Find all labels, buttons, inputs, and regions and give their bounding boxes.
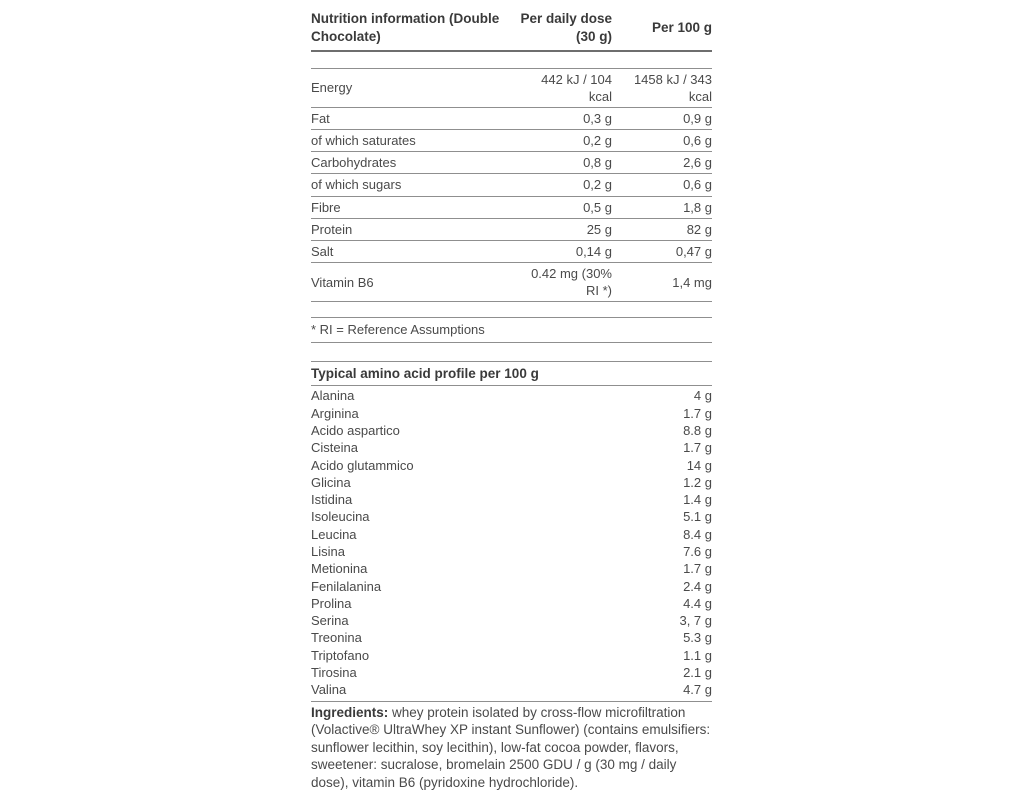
amino-name: Lisina	[311, 543, 345, 559]
row-label: Energy	[311, 80, 353, 96]
ingredients-label: Ingredients:	[311, 704, 389, 720]
row-per100-value: 0,9 g	[683, 110, 712, 126]
table-row-fibre	[311, 197, 712, 219]
amino-row-acido-aspartico	[311, 422, 712, 439]
amino-value: 1.7 g	[683, 440, 712, 456]
row-per100-value: 0,6 g	[683, 177, 712, 193]
amino-row-isoleucina	[311, 508, 712, 525]
row-per100-value: 1,4 mg	[672, 274, 712, 290]
table-row-sugars	[311, 174, 712, 196]
amino-name: Valina	[311, 682, 347, 698]
amino-row-istidina	[311, 491, 712, 508]
table-spacer-row	[311, 52, 712, 69]
table-row-carbohydrates	[311, 152, 712, 174]
amino-name: Istidina	[311, 492, 353, 508]
amino-name: Tirosina	[311, 665, 357, 681]
amino-name: Leucina	[311, 526, 357, 542]
amino-value: 5.1 g	[683, 509, 712, 525]
amino-name: Fenilalanina	[311, 578, 382, 594]
header-product-title: Nutrition information (Double Chocolate)	[311, 11, 500, 44]
header-per-100g: Per 100 g	[651, 19, 712, 35]
nutrition-label-sheet	[311, 8, 712, 792]
amino-acid-section-title: Typical amino acid profile per 100 g	[311, 361, 712, 387]
row-daily-value: 25 g	[586, 221, 612, 237]
amino-row-acido-glutammico	[311, 457, 712, 474]
row-daily-value: 0,2 g	[583, 133, 612, 149]
amino-name: Acido glutammico	[311, 457, 414, 473]
amino-row-arginina	[311, 405, 712, 422]
row-daily-value: 0,3 g	[583, 110, 612, 126]
row-label: Fat	[311, 110, 330, 126]
amino-row-cisteina	[311, 439, 712, 456]
amino-name: Cisteina	[311, 440, 358, 456]
amino-value: 14 g	[686, 457, 712, 473]
row-per100-value: 0,6 g	[683, 133, 712, 149]
amino-value: 8.8 g	[683, 422, 712, 438]
row-daily-value: 0,8 g	[583, 155, 612, 171]
amino-value: 1.7 g	[683, 561, 712, 577]
amino-value: 1.7 g	[683, 405, 712, 421]
row-label: Protein	[311, 221, 353, 237]
row-daily-value: 0,5 g	[583, 199, 612, 215]
amino-value: 4 g	[693, 388, 712, 404]
row-daily-value: 442 kJ / 104 kcal	[541, 71, 612, 104]
amino-name: Serina	[311, 613, 349, 629]
amino-name: Glicina	[311, 474, 351, 490]
amino-name: Isoleucina	[311, 509, 370, 525]
amino-row-fenilalanina	[311, 578, 712, 595]
amino-row-triptofano	[311, 647, 712, 664]
amino-value: 1.4 g	[683, 492, 712, 508]
amino-name: Arginina	[311, 405, 359, 421]
row-label: of which saturates	[311, 133, 416, 149]
row-label: of which sugars	[311, 177, 402, 193]
amino-row-treonina	[311, 629, 712, 646]
amino-name: Triptofano	[311, 647, 370, 663]
amino-row-prolina	[311, 595, 712, 612]
row-label: Fibre	[311, 199, 341, 215]
ingredients-text: whey protein isolated by cross-flow microfiltration (Volactive® UltraWhey XP instant Sunflower) (contains emulsifiers: sunflower lecithin, soy lecithin), low-fat cocoa powder, flavors, sweetener: sucralose, bromelain 2500 GDU / g (30 mg / daily dose), vitamin B6 (pyridoxine hydrochloride).	[311, 704, 711, 791]
row-per100-value: 0,47 g	[675, 243, 712, 259]
amino-row-leucina	[311, 526, 712, 543]
amino-value: 1.1 g	[683, 647, 712, 663]
amino-row-alanina	[311, 387, 712, 404]
amino-row-tirosina	[311, 664, 712, 681]
amino-value: 2.1 g	[683, 665, 712, 681]
amino-row-serina	[311, 612, 712, 629]
amino-name: Acido aspartico	[311, 422, 400, 438]
amino-value: 8.4 g	[683, 526, 712, 542]
row-label: Salt	[311, 243, 334, 259]
table-row-energy	[311, 69, 712, 108]
row-label: Vitamin B6	[311, 274, 374, 290]
amino-row-valina	[311, 681, 712, 698]
amino-value: 5.3 g	[683, 630, 712, 646]
header-per-daily-dose: Per daily dose (30 g)	[520, 11, 612, 44]
amino-row-metionina	[311, 560, 712, 577]
amino-name: Alanina	[311, 388, 355, 404]
amino-value: 4.7 g	[683, 682, 712, 698]
table-row-fat	[311, 108, 712, 130]
table-row-salt	[311, 241, 712, 263]
amino-row-lisina	[311, 543, 712, 560]
ingredients-paragraph	[311, 704, 712, 792]
amino-row-glicina	[311, 474, 712, 491]
row-per100-value: 2,6 g	[683, 155, 712, 171]
row-per100-value: 1458 kJ / 343 kcal	[633, 71, 712, 104]
row-per100-value: 1,8 g	[683, 199, 712, 215]
amino-name: Treonina	[311, 630, 362, 646]
amino-value: 7.6 g	[683, 543, 712, 559]
amino-value: 3, 7 g	[679, 613, 712, 629]
amino-value: 2.4 g	[683, 578, 712, 594]
row-daily-value: 0,2 g	[583, 177, 612, 193]
table-row-protein	[311, 219, 712, 241]
table-row-vitamin-b6	[311, 263, 712, 302]
table-row-saturates	[311, 130, 712, 152]
nutrition-table-header	[311, 8, 712, 52]
reference-footnote: * RI = Reference Assumptions	[311, 317, 712, 342]
row-daily-value: 0.42 mg (30% RI *)	[531, 266, 612, 299]
amino-value: 4.4 g	[683, 595, 712, 611]
row-label: Carbohydrates	[311, 155, 397, 171]
amino-acid-list	[311, 386, 712, 701]
row-daily-value: 0,14 g	[575, 243, 612, 259]
amino-name: Prolina	[311, 595, 352, 611]
amino-name: Metionina	[311, 561, 368, 577]
amino-value: 1.2 g	[683, 474, 712, 490]
row-per100-value: 82 g	[686, 221, 712, 237]
